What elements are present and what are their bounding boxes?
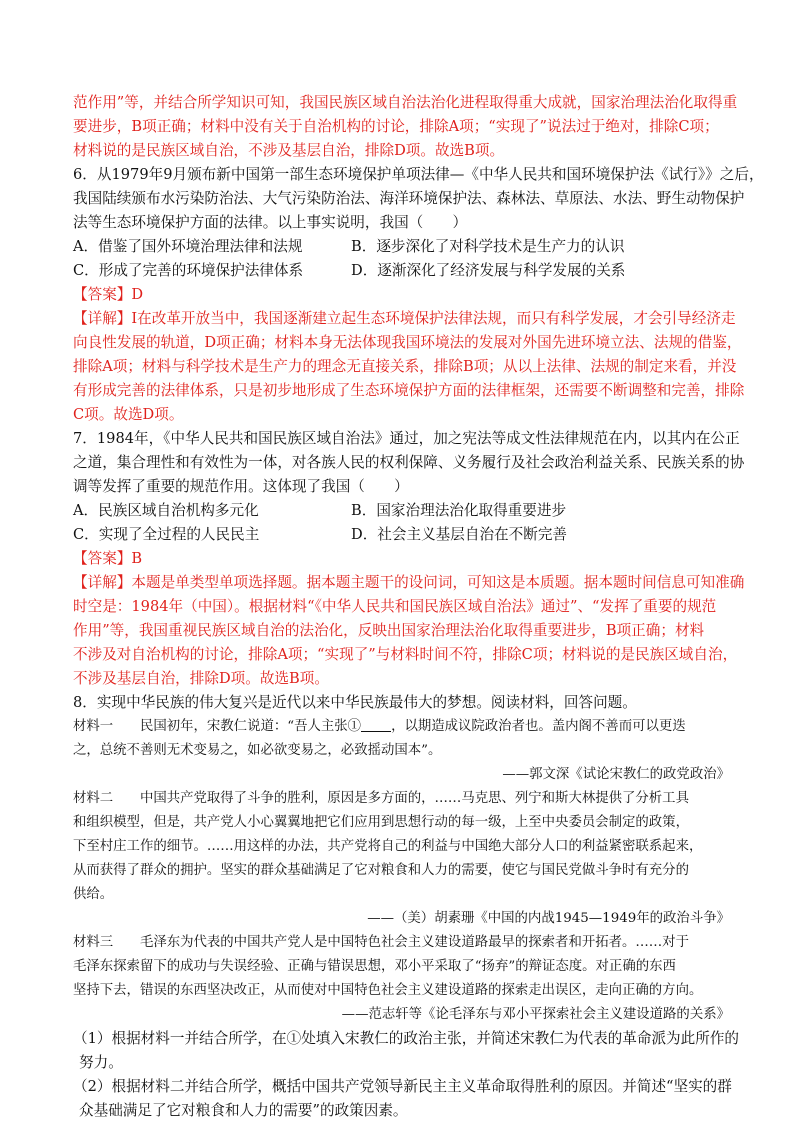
text-line: C项。故选D项。: [73, 406, 184, 423]
explain-text: 本题是单类型单项选择题。据本题主题干的设问词，可知这是本质题。据本题时间信息可知准确: [131, 574, 745, 591]
answer-value: B: [131, 550, 143, 567]
question-6: [73, 163, 764, 427]
material-3: [73, 931, 730, 1027]
question-stem: 6．从1979年9月颁布新中国第一部生态环境保护单项法律—《中华人民共和国环境保护法《试行》》之后，: [73, 166, 764, 183]
document-page: [73, 91, 764, 1123]
material-line: 坚持下去，错误的东西坚决改正，从而使对中国特色社会主义建设道路的探索走出误区，走向正确的方向。: [73, 983, 703, 998]
text-line: 不涉及对自治机构的讨论，排除A项；“实现了”与材料时间不符，排除C项；材料说的是民族区域自治，: [73, 646, 738, 663]
material-line: 和组织模型，但是，共产党人小心翼翼地把它们应用到思想行动的每一级，上至中央委员会制定的政策，: [73, 815, 689, 830]
material-line: 材料三 毛泽东为代表的中国共产党人是中国特色社会主义建设道路最早的探索者和开拓者。……对于: [73, 935, 689, 950]
explain-text: I在改革开放当中，我国逐渐建立起生态环境保护法律法规，而只有科学发展，才会引导经济走: [131, 310, 736, 327]
options-row: [73, 523, 730, 547]
sub-question: 众基础满足了它对粮食和人力的需要”的政策因素。: [79, 1102, 408, 1119]
question-stem: 8．实现中华民族的伟大复兴是近代以来中华民族最伟大的梦想。阅读材料，回答问题。: [73, 694, 637, 711]
material-line: 下至村庄工作的细节。……用这样的办法，共产党将自己的利益与中国绝大部分人口的利益紧密联系起来，: [73, 839, 703, 854]
text-line: 向良性发展的轨道，D项正确；材料本身无法体现我国环境法的发展对外国先进环境立法、法规的借鉴，: [73, 334, 742, 351]
option-d: D．逐渐深化了经济发展与科学发展的关系: [351, 262, 626, 279]
question-stem: 我国陆续颁布水污染防治法、大气污染防治法、海洋环境保护法、森林法、草原法、水法、野生动物保护: [73, 190, 745, 207]
material-1: [73, 715, 730, 787]
option-c: C．形成了完善的环境保护法律体系: [73, 262, 304, 279]
question-8: [73, 691, 740, 1123]
text-line: 排除A项；材料与科学技术是生产力的理念无直接关系，排除B项；从以上法律、法规的制定来看，并没: [73, 358, 737, 375]
material-line: 材料二 中国共产党取得了斗争的胜利，原因是多方面的，……马克思、列宁和斯大林提供了分析工具: [73, 791, 689, 806]
answer-label: 【答案】: [73, 550, 132, 567]
material-source: ——郭文深《试论宋教仁的政党政治》: [502, 767, 730, 782]
option-d: D．社会主义基层自治在不断完善: [351, 526, 568, 543]
text-line: 材料说的是民族区域自治，不涉及基层自治，排除D项。故选B项。: [73, 142, 505, 159]
answer-line: [73, 283, 730, 307]
fill-blank[interactable]: [361, 717, 391, 732]
options-row: [73, 235, 730, 259]
question-stem: 法等生态环境保护方面的法律。以上事实说明，我国（ ）: [73, 214, 468, 231]
option-a: A．借鉴了国外环境治理法律和法规: [73, 238, 303, 255]
text-line: 要进步，B项正确；材料中没有关于自治机构的讨论，排除A项；“实现了”说法过于绝对，排除C项；: [73, 118, 719, 135]
question-stem: 调等发挥了重要的规范作用。这体现了我国（ ）: [73, 478, 409, 495]
text-line: 作用”等，我国重视民族区域自治的法治化，反映出国家治理法治化取得重要进步，B项正确；材料: [73, 622, 705, 639]
explanation-line: [73, 571, 745, 595]
material-source: ——（美）胡素珊《中国的内战1945—1949年的政治斗争》: [367, 911, 730, 926]
explain-label: 【详解】: [73, 574, 132, 591]
text-line: 不涉及基层自治，排除D项。故选B项。: [73, 670, 329, 687]
material-line: 从而获得了群众的拥护。坚实的群众基础满足了它对粮食和人力的需要，使它与国民党做斗争时有充分的: [73, 863, 689, 878]
material-2: [73, 787, 730, 931]
option-b: B．逐步深化了对科学技术是生产力的认识: [351, 238, 625, 255]
question-stem: 7．1984年，《中华人民共和国民族区域自治法》通过，加之宪法等成文性法律规范在内，以其内在公正: [73, 430, 740, 447]
option-a: A．民族区域自治机构多元化: [73, 502, 259, 519]
text-line: 时空是：1984年（中国）。根据材料“《中华人民共和国民族区域自治法》通过”、“发挥了重要的规范: [73, 598, 717, 615]
answer-value: D: [131, 286, 144, 303]
options-row: [73, 499, 730, 523]
sub-question: 努力。: [79, 1054, 123, 1071]
sub-questions: [73, 1027, 740, 1123]
material-line: 之，总统不善则无术变易之，如必欲变易之，必致摇动国本”。: [73, 743, 442, 758]
question-7: [73, 427, 745, 691]
text-line: 范作用”等，并结合所学知识可知，我国民族区域自治法治化进程取得重大成就，国家治理法治化取得重: [73, 94, 738, 111]
answer-label: 【答案】: [73, 286, 132, 303]
explain-label: 【详解】: [73, 310, 132, 327]
material-line: 毛泽东探索留下的成功与失误经验、正确与错误思想，邓小平采取了“扬弃”的辩证态度。对正确的东西: [73, 959, 676, 974]
answer-line: [73, 547, 730, 571]
option-c: C．实现了全过程的人民民主: [73, 526, 260, 543]
explanation-line: [73, 307, 736, 331]
options-row: [73, 259, 730, 283]
sub-question: （1）根据材料一并结合所学，在①处填入宋教仁的政治主张，并简述宋教仁为代表的革命派为此所作的: [73, 1030, 740, 1047]
material-source: ——范志轩等《论毛泽东与邓小平探索社会主义建设道路的关系》: [341, 1007, 730, 1022]
option-b: B．国家治理法治化取得重要进步: [351, 502, 567, 519]
text-line: 有形成完善的法律体系，只是初步地形成了生态环境保护方面的法律框架，还需要不断调整和完善，排除: [73, 382, 745, 399]
material-line: 供给。: [73, 887, 114, 902]
question-stem: 之道，集合理性和有效性为一体，对各族人民的权利保障、义务履行及社会政治利益关系、民族关系的协: [73, 454, 745, 471]
material-line: 材料一 民国初年，宋教仁说道：“吾人主张① ，以期造成议院政治者也。盖内阁不善而可以更迭: [73, 719, 686, 734]
prev-explanation: [73, 91, 738, 163]
sub-question: （2）根据材料二并结合所学，概括中国共产党领导新民主主义革命取得胜利的原因。并简述“坚实的群: [73, 1078, 732, 1095]
